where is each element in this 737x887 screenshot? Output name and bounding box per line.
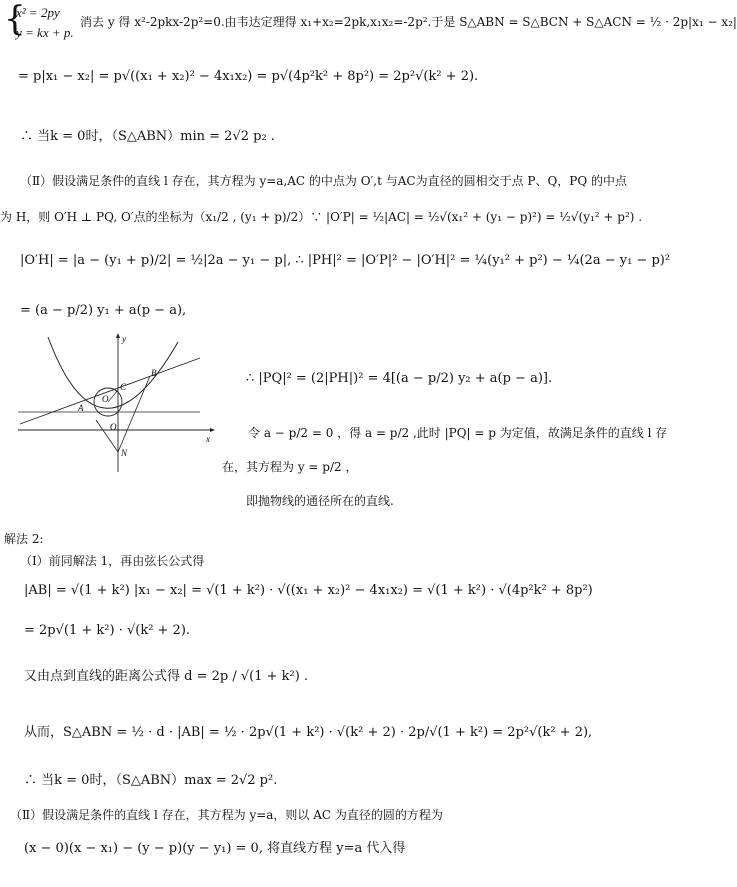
circle-equation-intro: （Ⅱ）假设满足条件的直线 l 存在，其方程为 y=a，则以 AC 为直径的圆的方程为 <box>10 808 443 822</box>
chord-length-intro: （Ⅰ）前同解法 1，再由弦长公式得 <box>20 554 205 568</box>
label-a: A <box>78 403 84 413</box>
max-area-conclusion: ∴ 当k = 0时，（S△ABN）max = 2√2 p². <box>24 773 278 788</box>
label-b: B <box>151 368 157 378</box>
circle-equation: (x − 0)(x − x₁) − (y − p)(y − y₁) = 0, 将直线方程 y=a 代入得 <box>24 841 406 856</box>
parabola-curve <box>48 337 178 408</box>
part2-assumption: （Ⅱ）假设满足条件的直线 l 存在，其方程为 y=a,AC 的中点为 O′,t 与AC为直径的圆相交于点 P、Q，PQ 的中点 <box>20 174 628 188</box>
line-equation-result: 在，其方程为 y = p/2 ， <box>222 460 358 474</box>
vieta-area-text: 消去 y 得 x²-2pkx-2p²=0.由韦达定理得 x₁+x₂=2pk,x₁x₂=-2p².于是 S△ABN = S△BCN + S△ACN = ½ · 2p|x₁ − x₂| <box>80 15 737 29</box>
parabola-figure <box>10 332 215 472</box>
area-product: 从而，S△ABN = ½ · d · |AB| = ½ · 2p√(1 + k²) · √(k² + 2) · 2p/√(1 + k²) = 2p²√(k² + 2), <box>24 725 593 740</box>
line-ab <box>20 358 200 424</box>
midpoint-radius-text: 为 H，则 O′H ⊥ PQ, O′点的坐标为（x₁/2 , (y₁ + p)/2）∵ |O′P| = ½|AC| = ½√(x₁² + (y₁ − p)²) = ½√(y₁² + p²) . <box>0 210 643 224</box>
label-y: y <box>122 334 126 344</box>
min-area-conclusion: ∴ 当k = 0时，（S△ABN）min = 2√2 p₂ . <box>20 129 275 144</box>
latus-rectum-note: 即抛物线的通径所在的直线. <box>246 494 394 508</box>
distance-ph-equation: |O′H| = |a − (y₁ + p)/2| = ½|2a − y₁ − p|, ∴ |PH|² = |O′P|² − |O′H|² = ¼(y₁² + p²) − ¼(2a − y₁ − p)² <box>20 253 671 268</box>
label-n: N <box>121 448 128 458</box>
radius-segment <box>108 390 118 402</box>
equation-line: y = kx + p. <box>16 25 74 40</box>
equation-parabola: x² = 2py <box>16 5 60 20</box>
ph-simplified: = (a − p/2) y₁ + a(p − a), <box>20 303 187 318</box>
chord-length-formula: |AB| = √(1 + k²) |x₁ − x₂| = √(1 + k²) · √((x₁ + x₂)² − 4x₁x₂) = √(1 + k²) · √(4p²k² + 8p²) <box>24 583 593 598</box>
solution-2-heading: 解法 2: <box>4 532 44 546</box>
pq-squared: ∴ |PQ|² = (2|PH|)² = 4[(a − p/2) y₂ + a(p − a)]. <box>246 371 553 386</box>
area-expression: = p|x₁ − x₂| = p√((x₁ + x₂)² − 4x₁x₂) = p√(4p²k² + 8p²) = 2p²√(k² + 2). <box>18 69 479 84</box>
label-c: C <box>120 382 127 392</box>
point-line-distance: 又由点到直线的距离公式得 d = 2p / √(1 + k²) . <box>24 669 309 684</box>
chord-length-simplified: = 2p√(1 + k²) · √(k² + 2). <box>24 623 191 638</box>
fixed-length-conclusion: 令 a − p/2 = 0 ，得 a = p/2 ,此时 |PQ| = p 为定值，故满足条件的直线 l 存 <box>248 426 668 440</box>
label-o-prime: O <box>102 394 109 404</box>
label-o: O <box>110 422 117 432</box>
y-axis-arrow <box>116 333 120 338</box>
system-brace: { <box>4 0 26 39</box>
x-axis-arrow <box>210 428 215 432</box>
label-x: x <box>206 434 210 444</box>
